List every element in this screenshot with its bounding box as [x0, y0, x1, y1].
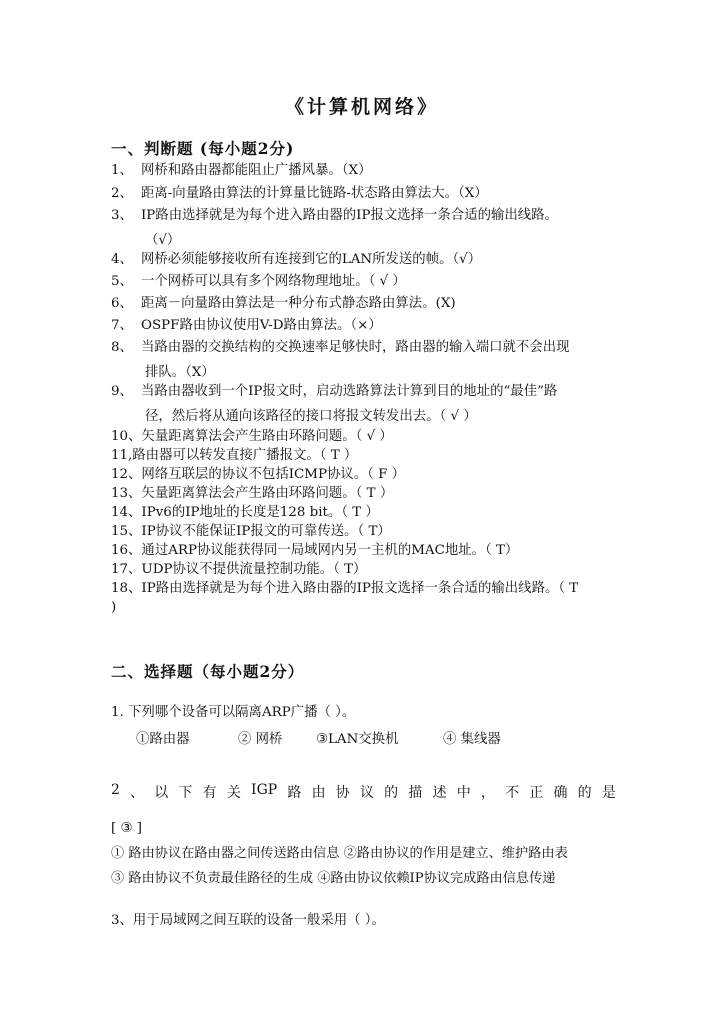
- question-2: 2 、 以 下 有 关 IGP 路 由 协 议 的 描 述 中 ， 不 正 确 的 是: [111, 782, 616, 801]
- question-3: 3、用于局域网之间互联的设备一般采用（ ）。: [111, 913, 385, 928]
- list-item-continuation: ): [111, 600, 117, 615]
- list-item: 13、矢量距离算法会产生路由环路问题。（ T ）: [111, 486, 394, 501]
- section2-heading: 二、选择题（每小题2分）: [111, 662, 305, 681]
- list-item: 3、 IP路由选择就是为每个进入路由器的IP报文选择一条合适的输出线路。: [111, 208, 558, 223]
- list-item: 17、UDP协议不提供流量控制功能。（ T）: [111, 562, 367, 577]
- list-item-continuation: 径，然后将从通向该路径的接口将报文转发出去。（ √ ）: [145, 409, 477, 424]
- section1-heading: 一、判断题 (每小题2分): [111, 139, 295, 158]
- q2-answer: [ ③ ]: [111, 821, 142, 836]
- list-item: 7、 OSPF路由协议使用V-D路由算法。（×）: [111, 318, 382, 333]
- list-item: 2、 距离-向量路由算法的计算量比链路-状态路由算法大。（X）: [111, 186, 488, 201]
- q1-option-3: ③LAN交换机: [316, 732, 399, 747]
- list-item: 14、IPv6的IP地址的长度是128 bit。（ T ）: [111, 505, 379, 520]
- q2-options-line-1: ① 路由协议在路由器之间传送路由信息 ②路由协议的作用是建立、维护路由表: [111, 846, 568, 861]
- list-item: 4、 网桥必须能够接收所有连接到它的LAN所发送的帧。（√）: [111, 252, 482, 267]
- list-item: 18、IP路由选择就是为每个进入路由器的IP报文选择一条合适的输出线路。（ T: [111, 581, 579, 596]
- list-item: 10、矢量距离算法会产生路由环路问题。（ √ ）: [111, 429, 393, 444]
- list-item: 5、 一个网桥可以具有多个网络物理地址。（ √ ）: [111, 274, 406, 289]
- list-item: 15、IP协议不能保证IP报文的可靠传送。（ T）: [111, 524, 391, 539]
- list-item-continuation: （√）: [145, 233, 181, 248]
- list-item: 9、 当路由器收到一个IP报文时，启动选路算法计算到目的地址的“最佳”路: [111, 384, 558, 399]
- list-item: 16、通过ARP协议能获得同一局域网内另一主机的MAC地址。（ T）: [111, 543, 519, 558]
- q1-option-2: ② 网桥: [238, 732, 283, 747]
- question-1: 1. 下列哪个设备可以隔离ARP广播（ ）。: [111, 705, 356, 720]
- list-item: 8、 当路由器的交换结构的交换速率足够快时，路由器的输入端口就不会出现: [111, 340, 570, 355]
- list-item-continuation: 排队。（X）: [145, 365, 215, 380]
- q2-options-line-2: ③ 路由协议不负责最佳路径的生成 ④路由协议依赖IP协议完成路由信息传递: [111, 871, 556, 886]
- page-title: 《计算机网络》: [284, 96, 439, 118]
- list-item: 12、网络互联层的协议不包括ICMP协议。（ F ）: [111, 467, 406, 482]
- list-item: 6、 距离－向量路由算法是一种分布式静态路由算法。(X): [111, 296, 456, 311]
- q1-option-1: ①路由器: [136, 732, 190, 747]
- q1-option-4: ④ 集线器: [443, 732, 501, 747]
- list-item: 1、 网桥和路由器都能阻止广播风暴。（X）: [111, 163, 372, 178]
- list-item: 11,路由器可以转发直接广播报文。（ T ）: [111, 448, 358, 463]
